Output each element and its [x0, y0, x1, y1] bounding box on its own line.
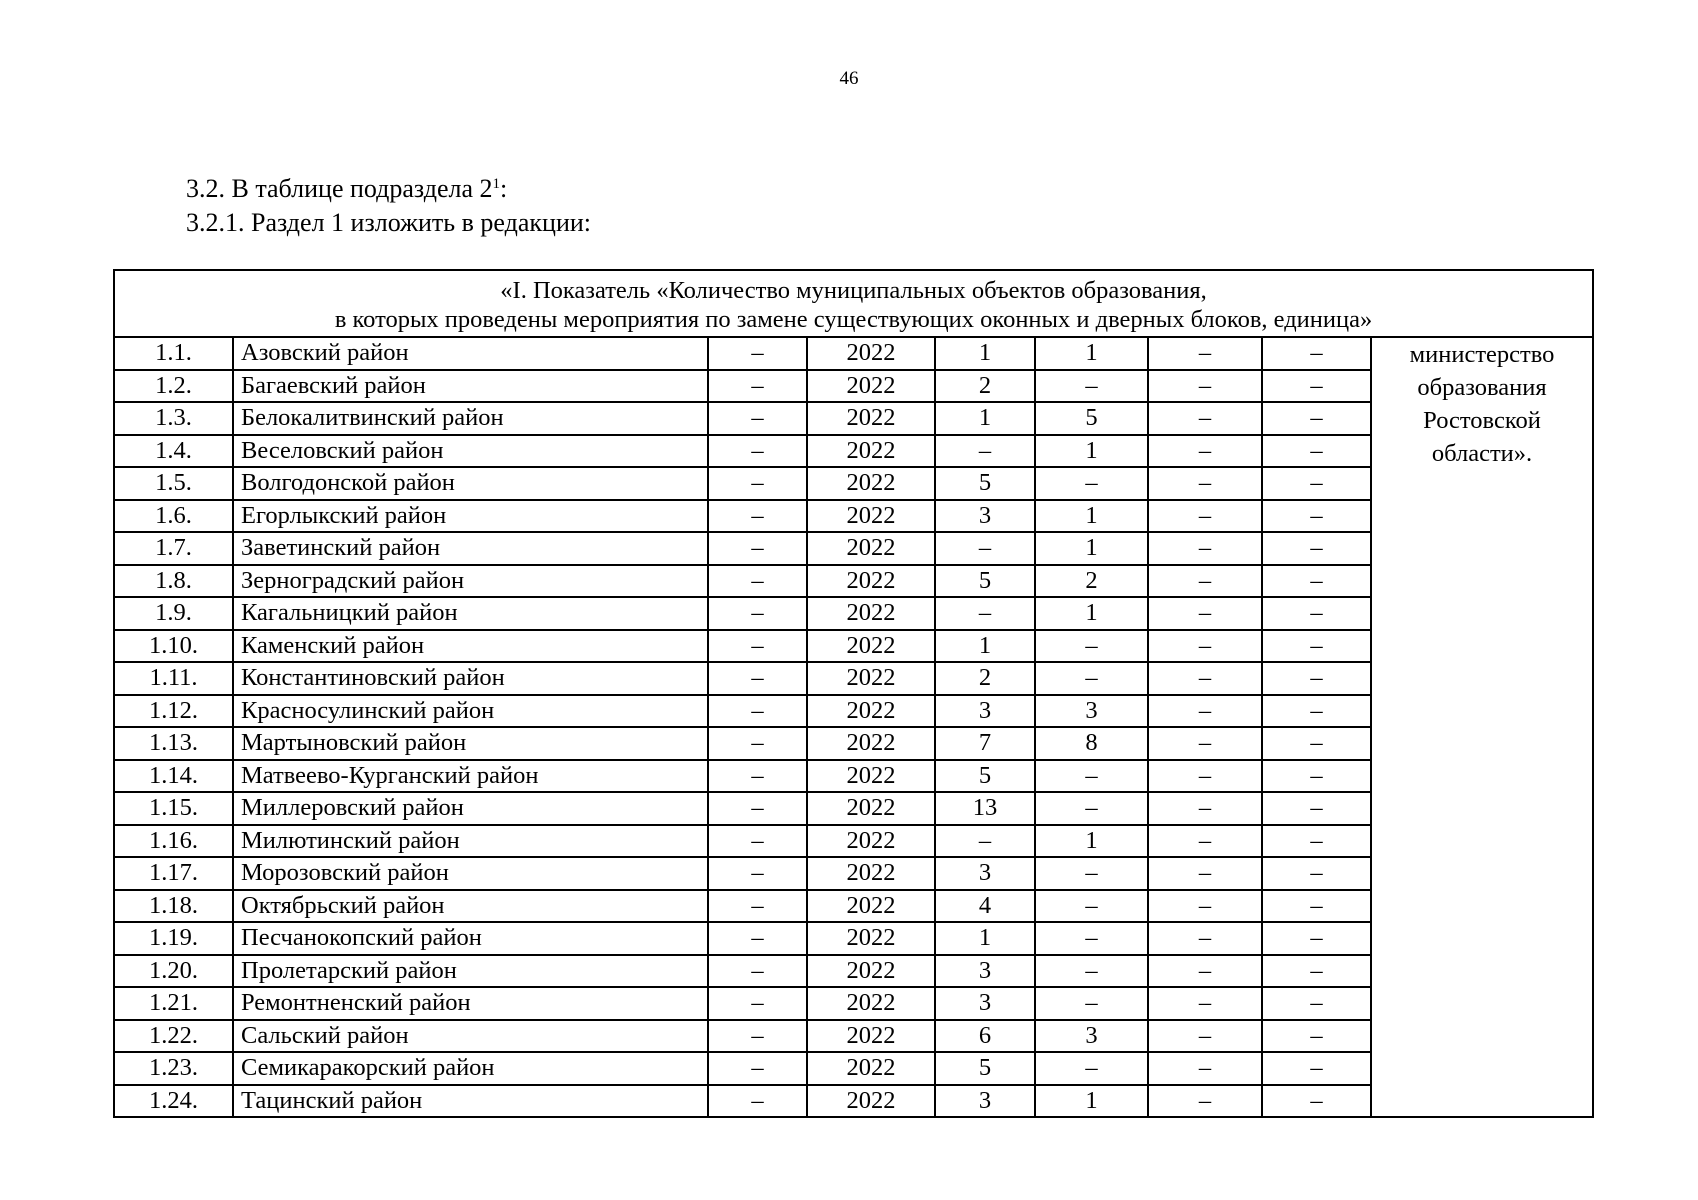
value-cell-5: –	[1148, 922, 1262, 955]
value-cell-4: –	[1035, 630, 1148, 663]
district-name-cell: Кагальницкий район	[233, 597, 708, 630]
row-number-cell: 1.23.	[114, 1052, 233, 1085]
value-cell-3: 5	[935, 1052, 1035, 1085]
value-cell-1: –	[708, 337, 807, 370]
value-cell-6: –	[1262, 727, 1371, 760]
responsible-line: министерство	[1409, 341, 1555, 368]
district-name-cell: Матвеево-Курганский район	[233, 760, 708, 793]
value-cell-6: –	[1262, 662, 1371, 695]
value-cell-5: –	[1148, 1085, 1262, 1118]
value-cell-3: 13	[935, 792, 1035, 825]
value-cell-4: 1	[1035, 532, 1148, 565]
value-cell-3: 3	[935, 695, 1035, 728]
header-line-2: в которых проведены мероприятия по замене существующих оконных и дверных блоков, единица»	[334, 306, 1373, 333]
value-cell-5: –	[1148, 695, 1262, 728]
value-cell-3: 5	[935, 760, 1035, 793]
table-row	[114, 337, 1593, 370]
value-cell-1: –	[708, 435, 807, 468]
value-cell-4: 1	[1035, 1085, 1148, 1118]
intro-line-2: 3.2.1. Раздел 1 изложить в редакции:	[186, 208, 591, 237]
value-cell-4: –	[1035, 1052, 1148, 1085]
row-number-cell: 1.14.	[114, 760, 233, 793]
indicator-table	[113, 269, 1594, 1118]
value-cell-1: –	[708, 695, 807, 728]
value-cell-1: –	[708, 760, 807, 793]
year-cell: 2022	[807, 597, 935, 630]
value-cell-5: –	[1148, 337, 1262, 370]
value-cell-4: 1	[1035, 337, 1148, 370]
district-name-cell: Ремонтненский район	[233, 987, 708, 1020]
value-cell-5: –	[1148, 857, 1262, 890]
year-cell: 2022	[807, 760, 935, 793]
district-name-cell: Песчанокопский район	[233, 922, 708, 955]
value-cell-6: –	[1262, 500, 1371, 533]
value-cell-3: –	[935, 532, 1035, 565]
value-cell-6: –	[1262, 435, 1371, 468]
district-name-cell: Зерноградский район	[233, 565, 708, 598]
value-cell-1: –	[708, 792, 807, 825]
value-cell-1: –	[708, 467, 807, 500]
value-cell-4: –	[1035, 467, 1148, 500]
value-cell-6: –	[1262, 695, 1371, 728]
value-cell-1: –	[708, 402, 807, 435]
row-number-cell: 1.2.	[114, 370, 233, 403]
value-cell-4: 1	[1035, 435, 1148, 468]
value-cell-1: –	[708, 825, 807, 858]
row-number-cell: 1.15.	[114, 792, 233, 825]
year-cell: 2022	[807, 370, 935, 403]
row-number-cell: 1.6.	[114, 500, 233, 533]
value-cell-3: 3	[935, 955, 1035, 988]
value-cell-3: –	[935, 597, 1035, 630]
intro-line-1	[186, 172, 591, 206]
header-line-1: «I. Показатель «Количество муниципальных объектов образования,	[500, 277, 1207, 304]
value-cell-5: –	[1148, 435, 1262, 468]
value-cell-3: 5	[935, 565, 1035, 598]
value-cell-1: –	[708, 955, 807, 988]
value-cell-6: –	[1262, 630, 1371, 663]
district-name-cell: Константиновский район	[233, 662, 708, 695]
district-name-cell: Красносулинский район	[233, 695, 708, 728]
row-number-cell: 1.3.	[114, 402, 233, 435]
value-cell-6: –	[1262, 792, 1371, 825]
value-cell-1: –	[708, 370, 807, 403]
value-cell-5: –	[1148, 565, 1262, 598]
row-number-cell: 1.21.	[114, 987, 233, 1020]
district-name-cell: Сальский район	[233, 1020, 708, 1053]
value-cell-1: –	[708, 662, 807, 695]
value-cell-3: 2	[935, 370, 1035, 403]
value-cell-6: –	[1262, 565, 1371, 598]
row-number-cell: 1.18.	[114, 890, 233, 923]
value-cell-6: –	[1262, 402, 1371, 435]
value-cell-1: –	[708, 500, 807, 533]
row-number-cell: 1.8.	[114, 565, 233, 598]
value-cell-4: 1	[1035, 825, 1148, 858]
value-cell-3: 5	[935, 467, 1035, 500]
year-cell: 2022	[807, 1085, 935, 1118]
table-body	[114, 270, 1593, 1117]
year-cell: 2022	[807, 890, 935, 923]
table-header-cell	[114, 270, 1593, 337]
value-cell-3: 6	[935, 1020, 1035, 1053]
intro-text	[186, 172, 591, 240]
value-cell-5: –	[1148, 597, 1262, 630]
year-cell: 2022	[807, 825, 935, 858]
value-cell-3: 3	[935, 987, 1035, 1020]
year-cell: 2022	[807, 435, 935, 468]
value-cell-6: –	[1262, 760, 1371, 793]
value-cell-1: –	[708, 922, 807, 955]
value-cell-3: –	[935, 825, 1035, 858]
value-cell-1: –	[708, 857, 807, 890]
value-cell-5: –	[1148, 825, 1262, 858]
row-number-cell: 1.22.	[114, 1020, 233, 1053]
responsible-line: образования	[1417, 374, 1547, 401]
row-number-cell: 1.11.	[114, 662, 233, 695]
value-cell-5: –	[1148, 662, 1262, 695]
year-cell: 2022	[807, 695, 935, 728]
row-number-cell: 1.20.	[114, 955, 233, 988]
district-name-cell: Семикаракорский район	[233, 1052, 708, 1085]
value-cell-3: 1	[935, 630, 1035, 663]
value-cell-4: –	[1035, 987, 1148, 1020]
district-name-cell: Волгодонской район	[233, 467, 708, 500]
value-cell-6: –	[1262, 337, 1371, 370]
row-number-cell: 1.24.	[114, 1085, 233, 1118]
value-cell-3: 3	[935, 857, 1035, 890]
value-cell-1: –	[708, 565, 807, 598]
value-cell-5: –	[1148, 760, 1262, 793]
value-cell-6: –	[1262, 955, 1371, 988]
value-cell-5: –	[1148, 402, 1262, 435]
year-cell: 2022	[807, 792, 935, 825]
value-cell-5: –	[1148, 1052, 1262, 1085]
value-cell-4: 3	[1035, 695, 1148, 728]
value-cell-3: 4	[935, 890, 1035, 923]
value-cell-1: –	[708, 1020, 807, 1053]
value-cell-4: –	[1035, 760, 1148, 793]
value-cell-1: –	[708, 630, 807, 663]
value-cell-3: 7	[935, 727, 1035, 760]
value-cell-4: 3	[1035, 1020, 1148, 1053]
year-cell: 2022	[807, 500, 935, 533]
value-cell-3: 1	[935, 337, 1035, 370]
value-cell-4: 1	[1035, 500, 1148, 533]
district-name-cell: Милютинский район	[233, 825, 708, 858]
row-number-cell: 1.10.	[114, 630, 233, 663]
row-number-cell: 1.12.	[114, 695, 233, 728]
value-cell-5: –	[1148, 630, 1262, 663]
value-cell-5: –	[1148, 955, 1262, 988]
responsible-executor-cell	[1371, 337, 1593, 1117]
row-number-cell: 1.17.	[114, 857, 233, 890]
value-cell-5: –	[1148, 1020, 1262, 1053]
district-name-cell: Октябрьский район	[233, 890, 708, 923]
value-cell-6: –	[1262, 597, 1371, 630]
value-cell-4: –	[1035, 662, 1148, 695]
district-name-cell: Тацинский район	[233, 1085, 708, 1118]
year-cell: 2022	[807, 337, 935, 370]
year-cell: 2022	[807, 532, 935, 565]
district-name-cell: Багаевский район	[233, 370, 708, 403]
value-cell-1: –	[708, 1085, 807, 1118]
intro-line-1-suffix: :	[500, 174, 508, 203]
value-cell-1: –	[708, 597, 807, 630]
district-name-cell: Мартыновский район	[233, 727, 708, 760]
value-cell-6: –	[1262, 987, 1371, 1020]
value-cell-4: –	[1035, 792, 1148, 825]
year-cell: 2022	[807, 630, 935, 663]
value-cell-4: –	[1035, 857, 1148, 890]
value-cell-1: –	[708, 890, 807, 923]
value-cell-1: –	[708, 1052, 807, 1085]
value-cell-6: –	[1262, 825, 1371, 858]
district-name-cell: Азовский район	[233, 337, 708, 370]
year-cell: 2022	[807, 402, 935, 435]
year-cell: 2022	[807, 987, 935, 1020]
intro-line-1-superscript: 1	[492, 176, 501, 192]
value-cell-6: –	[1262, 922, 1371, 955]
responsible-line: области».	[1431, 440, 1533, 467]
year-cell: 2022	[807, 1052, 935, 1085]
district-name-cell: Веселовский район	[233, 435, 708, 468]
year-cell: 2022	[807, 467, 935, 500]
value-cell-1: –	[708, 727, 807, 760]
value-cell-4: 8	[1035, 727, 1148, 760]
intro-line-1-text: 3.2. В таблице подраздела 2	[186, 174, 493, 203]
value-cell-4: –	[1035, 370, 1148, 403]
value-cell-4: 1	[1035, 597, 1148, 630]
district-name-cell: Заветинский район	[233, 532, 708, 565]
value-cell-6: –	[1262, 1085, 1371, 1118]
value-cell-4: –	[1035, 890, 1148, 923]
value-cell-3: 3	[935, 1085, 1035, 1118]
value-cell-6: –	[1262, 370, 1371, 403]
year-cell: 2022	[807, 922, 935, 955]
row-number-cell: 1.19.	[114, 922, 233, 955]
value-cell-1: –	[708, 987, 807, 1020]
row-number-cell: 1.4.	[114, 435, 233, 468]
year-cell: 2022	[807, 857, 935, 890]
district-name-cell: Пролетарский район	[233, 955, 708, 988]
value-cell-3: –	[935, 435, 1035, 468]
year-cell: 2022	[807, 1020, 935, 1053]
year-cell: 2022	[807, 955, 935, 988]
value-cell-5: –	[1148, 370, 1262, 403]
value-cell-5: –	[1148, 727, 1262, 760]
responsible-line: Ростовской	[1423, 407, 1541, 434]
table-header-row	[114, 270, 1593, 337]
row-number-cell: 1.5.	[114, 467, 233, 500]
value-cell-5: –	[1148, 467, 1262, 500]
value-cell-4: 2	[1035, 565, 1148, 598]
value-cell-5: –	[1148, 890, 1262, 923]
value-cell-1: –	[708, 532, 807, 565]
value-cell-6: –	[1262, 1052, 1371, 1085]
row-number-cell: 1.7.	[114, 532, 233, 565]
row-number-cell: 1.1.	[114, 337, 233, 370]
value-cell-3: 1	[935, 922, 1035, 955]
value-cell-6: –	[1262, 1020, 1371, 1053]
value-cell-4: 5	[1035, 402, 1148, 435]
value-cell-6: –	[1262, 890, 1371, 923]
row-number-cell: 1.16.	[114, 825, 233, 858]
value-cell-6: –	[1262, 467, 1371, 500]
year-cell: 2022	[807, 662, 935, 695]
row-number-cell: 1.13.	[114, 727, 233, 760]
value-cell-5: –	[1148, 792, 1262, 825]
value-cell-5: –	[1148, 532, 1262, 565]
district-name-cell: Миллеровский район	[233, 792, 708, 825]
value-cell-6: –	[1262, 857, 1371, 890]
year-cell: 2022	[807, 565, 935, 598]
district-name-cell: Егорлыкский район	[233, 500, 708, 533]
value-cell-6: –	[1262, 532, 1371, 565]
value-cell-3: 3	[935, 500, 1035, 533]
district-name-cell: Морозовский район	[233, 857, 708, 890]
value-cell-5: –	[1148, 987, 1262, 1020]
value-cell-4: –	[1035, 922, 1148, 955]
value-cell-3: 2	[935, 662, 1035, 695]
row-number-cell: 1.9.	[114, 597, 233, 630]
value-cell-4: –	[1035, 955, 1148, 988]
value-cell-5: –	[1148, 500, 1262, 533]
value-cell-3: 1	[935, 402, 1035, 435]
district-name-cell: Белокалитвинский район	[233, 402, 708, 435]
year-cell: 2022	[807, 727, 935, 760]
district-name-cell: Каменский район	[233, 630, 708, 663]
page-number: 46	[839, 68, 859, 89]
